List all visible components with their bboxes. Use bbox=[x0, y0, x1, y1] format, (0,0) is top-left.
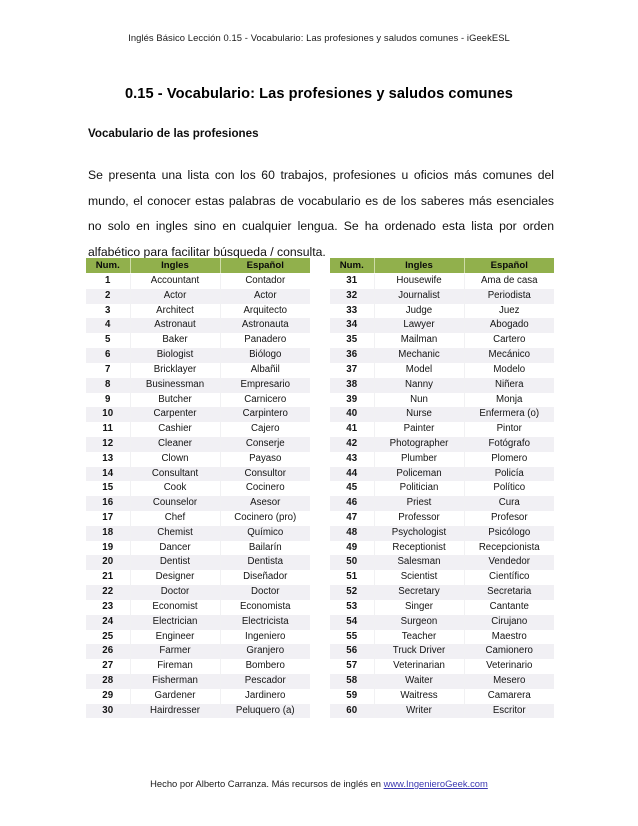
table-row bbox=[86, 452, 310, 467]
column-header-num: Num. bbox=[330, 258, 374, 274]
cell-ingles: Electrician bbox=[130, 615, 220, 630]
cell-ingles: Butcher bbox=[130, 393, 220, 408]
table-row bbox=[86, 600, 310, 615]
table-row bbox=[86, 289, 310, 304]
cell-ingles: Teacher bbox=[374, 630, 464, 645]
table-row bbox=[330, 659, 554, 674]
cell-espanol: Actor bbox=[253, 289, 277, 301]
footer-text: Hecho por Alberto Carranza. Más recursos de inglés en bbox=[150, 778, 384, 789]
cell-ingles: Nun bbox=[374, 393, 464, 408]
cell-ingles: Economist bbox=[130, 600, 220, 615]
cell-ingles: Professor bbox=[374, 511, 464, 526]
table-row bbox=[330, 393, 554, 408]
cell-ingles: Accountant bbox=[130, 274, 220, 289]
cell-espanol: Bombero bbox=[245, 660, 285, 672]
cell-espanol: Plomero bbox=[491, 452, 528, 464]
cell-espanol: Enfermera (o) bbox=[479, 408, 540, 420]
table-row bbox=[86, 674, 310, 689]
cell-espanol: Profesor bbox=[490, 512, 528, 523]
cell-espanol: Asesor bbox=[250, 497, 281, 509]
vocabulary-table-right bbox=[330, 258, 554, 718]
vocabulary-tables bbox=[86, 258, 554, 718]
cell-espanol: Niñera bbox=[494, 378, 524, 390]
cell-ingles: Truck Driver bbox=[374, 644, 464, 659]
cell-num: 21 bbox=[86, 570, 130, 585]
cell-num: 60 bbox=[330, 704, 374, 719]
cell-espanol: Arquitecto bbox=[243, 304, 288, 316]
cell-ingles: Designer bbox=[130, 570, 220, 585]
cell-num: 13 bbox=[86, 452, 130, 467]
cell-num: 41 bbox=[330, 422, 374, 437]
table-row bbox=[86, 393, 310, 408]
cell-num: 51 bbox=[330, 570, 374, 585]
table-row bbox=[86, 585, 310, 600]
table-row bbox=[330, 407, 554, 422]
cell-num: 15 bbox=[86, 481, 130, 496]
cell-num: 26 bbox=[86, 644, 130, 659]
cell-num: 16 bbox=[86, 496, 130, 511]
cell-ingles: Dentist bbox=[130, 555, 220, 570]
cell-espanol: Astronauta bbox=[241, 319, 289, 331]
table-row bbox=[86, 555, 310, 570]
cell-num: 56 bbox=[330, 644, 374, 659]
cell-num: 34 bbox=[330, 318, 374, 333]
cell-num: 37 bbox=[330, 363, 374, 378]
table-row bbox=[86, 630, 310, 645]
table-row bbox=[86, 333, 310, 348]
table-row bbox=[86, 541, 310, 556]
table-row bbox=[86, 348, 310, 363]
cell-ingles: Bricklayer bbox=[130, 363, 220, 378]
cell-num: 57 bbox=[330, 659, 374, 674]
cell-espanol: Camarera bbox=[487, 689, 531, 701]
table-row bbox=[330, 674, 554, 689]
cell-num: 30 bbox=[86, 704, 130, 719]
cell-num: 1 bbox=[86, 274, 130, 289]
column-header-espanol: Español bbox=[464, 258, 554, 274]
cell-espanol: Mecánico bbox=[488, 349, 530, 361]
table-header-row bbox=[330, 258, 554, 274]
cell-ingles: Model bbox=[374, 363, 464, 378]
cell-ingles: Biologist bbox=[130, 348, 220, 363]
cell-espanol: Cocinero (pro) bbox=[234, 512, 297, 523]
cell-ingles: Singer bbox=[374, 600, 464, 615]
cell-espanol: Veterinario bbox=[486, 660, 533, 672]
cell-ingles: Painter bbox=[374, 422, 464, 437]
cell-espanol: Fotógrafo bbox=[488, 437, 530, 449]
cell-num: 4 bbox=[86, 318, 130, 333]
cell-ingles: Salesman bbox=[374, 555, 464, 570]
cell-espanol: Periodista bbox=[487, 289, 531, 301]
table-body-right bbox=[330, 274, 554, 719]
table-row bbox=[330, 526, 554, 541]
cell-num: 59 bbox=[330, 689, 374, 704]
cell-espanol: Empresario bbox=[240, 378, 291, 390]
cell-num: 35 bbox=[330, 333, 374, 348]
vocabulary-table-left bbox=[86, 258, 310, 718]
cell-espanol: Pescador bbox=[244, 674, 286, 686]
table-row bbox=[330, 644, 554, 659]
cell-espanol: Consultor bbox=[244, 467, 286, 479]
cell-ingles: Doctor bbox=[130, 585, 220, 600]
cell-num: 10 bbox=[86, 407, 130, 422]
table-body-left bbox=[86, 274, 310, 719]
cell-espanol: Cura bbox=[498, 497, 520, 509]
column-header-espanol: Español bbox=[220, 258, 310, 274]
running-header: Inglés Básico Lección 0.15 - Vocabulario: Las profesiones y saludos comunes - iGeekESL bbox=[128, 32, 510, 43]
table-row bbox=[330, 333, 554, 348]
cell-num: 58 bbox=[330, 674, 374, 689]
content-block bbox=[88, 126, 554, 265]
cell-espanol: Modelo bbox=[493, 363, 526, 375]
table-row bbox=[330, 615, 554, 630]
cell-num: 45 bbox=[330, 481, 374, 496]
cell-espanol: Ama de casa bbox=[480, 275, 538, 286]
footer-link[interactable]: www.IngenieroGeek.com bbox=[383, 778, 488, 789]
table-row bbox=[86, 481, 310, 496]
table-row bbox=[330, 600, 554, 615]
cell-num: 54 bbox=[330, 615, 374, 630]
table-row bbox=[86, 704, 310, 719]
cell-ingles: Psychologist bbox=[374, 526, 464, 541]
table-row bbox=[330, 318, 554, 333]
cell-num: 28 bbox=[86, 674, 130, 689]
cell-espanol: Biólogo bbox=[249, 349, 282, 361]
cell-espanol: Cartero bbox=[493, 334, 526, 346]
cell-espanol: Albañil bbox=[250, 363, 280, 375]
cell-espanol: Payaso bbox=[249, 452, 282, 464]
cell-num: 36 bbox=[330, 348, 374, 363]
table-row bbox=[330, 274, 554, 289]
column-header-num: Num. bbox=[86, 258, 130, 274]
cell-num: 17 bbox=[86, 511, 130, 526]
cell-espanol: Doctor bbox=[250, 586, 280, 598]
cell-ingles: Priest bbox=[374, 496, 464, 511]
cell-ingles: Businessman bbox=[130, 378, 220, 393]
table-row bbox=[330, 689, 554, 704]
cell-ingles: Fireman bbox=[130, 659, 220, 674]
cell-espanol: Peluquero (a) bbox=[235, 704, 295, 716]
table-row bbox=[330, 304, 554, 319]
table-row bbox=[330, 630, 554, 645]
cell-ingles: Hairdresser bbox=[130, 704, 220, 719]
cell-ingles: Cleaner bbox=[130, 437, 220, 452]
cell-espanol: Policía bbox=[494, 467, 524, 479]
cell-ingles: Chemist bbox=[130, 526, 220, 541]
cell-num: 48 bbox=[330, 526, 374, 541]
cell-espanol: Bailarín bbox=[248, 541, 282, 553]
table-row bbox=[86, 318, 310, 333]
cell-ingles: Nurse bbox=[374, 407, 464, 422]
cell-ingles: Policeman bbox=[374, 467, 464, 482]
cell-ingles: Engineer bbox=[130, 630, 220, 645]
cell-num: 25 bbox=[86, 630, 130, 645]
cell-num: 18 bbox=[86, 526, 130, 541]
table-row bbox=[86, 467, 310, 482]
cell-espanol: Abogado bbox=[489, 319, 529, 331]
cell-ingles: Actor bbox=[130, 289, 220, 304]
table-row bbox=[330, 437, 554, 452]
cell-ingles: Clown bbox=[130, 452, 220, 467]
cell-ingles: Fisherman bbox=[130, 674, 220, 689]
column-header-ingles: Ingles bbox=[130, 258, 220, 274]
table-row bbox=[330, 378, 554, 393]
cell-num: 2 bbox=[86, 289, 130, 304]
cell-ingles: Journalist bbox=[374, 289, 464, 304]
cell-ingles: Waitress bbox=[374, 689, 464, 704]
cell-ingles: Consultant bbox=[130, 467, 220, 482]
cell-espanol: Científico bbox=[489, 571, 530, 583]
cell-ingles: Photographer bbox=[374, 437, 464, 452]
cell-ingles: Counselor bbox=[130, 496, 220, 511]
table-row bbox=[86, 274, 310, 289]
cell-num: 39 bbox=[330, 393, 374, 408]
table-row bbox=[330, 467, 554, 482]
cell-espanol: Electricista bbox=[241, 615, 289, 627]
table-row bbox=[330, 555, 554, 570]
page-title: 0.15 - Vocabulario: Las profesiones y saludos comunes bbox=[124, 85, 514, 102]
cell-ingles: Writer bbox=[374, 704, 464, 719]
cell-ingles: Baker bbox=[130, 333, 220, 348]
cell-num: 9 bbox=[86, 393, 130, 408]
cell-num: 42 bbox=[330, 437, 374, 452]
cell-espanol: Carnicero bbox=[244, 393, 287, 405]
cell-num: 47 bbox=[330, 511, 374, 526]
cell-num: 12 bbox=[86, 437, 130, 452]
table-row bbox=[86, 407, 310, 422]
cell-ingles: Housewife bbox=[374, 274, 464, 289]
cell-num: 19 bbox=[86, 541, 130, 556]
cell-ingles: Carpenter bbox=[130, 407, 220, 422]
cell-ingles: Judge bbox=[374, 304, 464, 319]
table-row bbox=[330, 570, 554, 585]
cell-espanol: Cajero bbox=[250, 423, 280, 435]
cell-num: 24 bbox=[86, 615, 130, 630]
cell-num: 49 bbox=[330, 541, 374, 556]
cell-num: 33 bbox=[330, 304, 374, 319]
cell-espanol: Químico bbox=[247, 526, 284, 538]
cell-num: 5 bbox=[86, 333, 130, 348]
cell-ingles: Dancer bbox=[130, 541, 220, 556]
cell-espanol: Cirujano bbox=[491, 615, 528, 627]
cell-espanol: Camionero bbox=[485, 645, 533, 657]
cell-ingles: Cashier bbox=[130, 422, 220, 437]
table-row bbox=[330, 452, 554, 467]
cell-num: 22 bbox=[86, 585, 130, 600]
cell-espanol: Político bbox=[493, 482, 526, 494]
cell-ingles: Politician bbox=[374, 481, 464, 496]
table-row bbox=[330, 289, 554, 304]
intro-paragraph: Se presenta una lista con los 60 trabajos, profesiones u oficios más comunes del mundo, el conocer estas palabras de vocabulario es de los saberes más esenciales no solo en ingles sino en cualquier lengua. Se ha ordenado esta lista por orden alfabético para facilitar búsqueda / consulta. bbox=[88, 168, 554, 259]
cell-ingles: Lawyer bbox=[374, 318, 464, 333]
cell-num: 31 bbox=[330, 274, 374, 289]
cell-espanol: Cantante bbox=[489, 600, 529, 612]
table-header-row bbox=[86, 258, 310, 274]
cell-espanol: Pintor bbox=[496, 423, 522, 435]
cell-espanol: Diseñador bbox=[243, 571, 288, 583]
cell-num: 7 bbox=[86, 363, 130, 378]
table-row bbox=[86, 378, 310, 393]
cell-num: 8 bbox=[86, 378, 130, 393]
cell-espanol: Ingeniero bbox=[245, 630, 286, 642]
cell-num: 52 bbox=[330, 585, 374, 600]
table-row bbox=[330, 481, 554, 496]
cell-num: 50 bbox=[330, 555, 374, 570]
table-row bbox=[330, 348, 554, 363]
cell-ingles: Scientist bbox=[374, 570, 464, 585]
cell-ingles: Farmer bbox=[130, 644, 220, 659]
cell-espanol: Juez bbox=[499, 304, 520, 316]
cell-num: 20 bbox=[86, 555, 130, 570]
cell-ingles: Veterinarian bbox=[374, 659, 464, 674]
cell-ingles: Mechanic bbox=[374, 348, 464, 363]
cell-ingles: Surgeon bbox=[374, 615, 464, 630]
cell-espanol: Recepcionista bbox=[478, 541, 540, 553]
cell-num: 27 bbox=[86, 659, 130, 674]
cell-num: 3 bbox=[86, 304, 130, 319]
table-row bbox=[86, 615, 310, 630]
cell-num: 38 bbox=[330, 378, 374, 393]
table-row bbox=[330, 511, 554, 526]
table-row bbox=[330, 422, 554, 437]
cell-ingles: Nanny bbox=[374, 378, 464, 393]
cell-espanol: Monja bbox=[496, 393, 523, 405]
cell-espanol: Vendedor bbox=[488, 556, 530, 568]
cell-ingles: Plumber bbox=[374, 452, 464, 467]
cell-espanol: Cocinero bbox=[245, 482, 285, 494]
table-row bbox=[86, 496, 310, 511]
table-row bbox=[330, 363, 554, 378]
cell-ingles: Mailman bbox=[374, 333, 464, 348]
cell-espanol: Mesero bbox=[493, 674, 526, 686]
cell-ingles: Cook bbox=[130, 481, 220, 496]
cell-ingles: Gardener bbox=[130, 689, 220, 704]
cell-num: 44 bbox=[330, 467, 374, 482]
section-subheading: Vocabulario de las profesiones bbox=[88, 127, 259, 140]
cell-espanol: Dentista bbox=[247, 556, 284, 568]
cell-ingles: Architect bbox=[130, 304, 220, 319]
cell-num: 29 bbox=[86, 689, 130, 704]
table-row bbox=[86, 526, 310, 541]
cell-espanol: Jardinero bbox=[245, 689, 286, 701]
table-row bbox=[86, 511, 310, 526]
cell-num: 11 bbox=[86, 422, 130, 437]
cell-espanol: Contador bbox=[245, 275, 286, 286]
cell-ingles: Receptionist bbox=[374, 541, 464, 556]
table-row bbox=[86, 437, 310, 452]
cell-num: 43 bbox=[330, 452, 374, 467]
cell-num: 6 bbox=[86, 348, 130, 363]
cell-num: 32 bbox=[330, 289, 374, 304]
cell-num: 40 bbox=[330, 407, 374, 422]
cell-ingles: Chef bbox=[130, 511, 220, 526]
cell-num: 46 bbox=[330, 496, 374, 511]
cell-num: 55 bbox=[330, 630, 374, 645]
cell-espanol: Maestro bbox=[491, 630, 527, 642]
cell-espanol: Escritor bbox=[492, 704, 526, 716]
table-row bbox=[86, 422, 310, 437]
column-header-ingles: Ingles bbox=[374, 258, 464, 274]
page-footer bbox=[0, 777, 638, 791]
table-row bbox=[86, 659, 310, 674]
cell-espanol: Panadero bbox=[244, 334, 287, 346]
table-row bbox=[86, 363, 310, 378]
table-row bbox=[86, 570, 310, 585]
cell-ingles: Secretary bbox=[374, 585, 464, 600]
cell-num: 14 bbox=[86, 467, 130, 482]
cell-espanol: Psicólogo bbox=[488, 526, 531, 538]
cell-num: 53 bbox=[330, 600, 374, 615]
cell-ingles: Waiter bbox=[374, 674, 464, 689]
cell-ingles: Astronaut bbox=[130, 318, 220, 333]
table-row bbox=[330, 585, 554, 600]
table-row bbox=[86, 689, 310, 704]
table-row bbox=[86, 644, 310, 659]
table-row bbox=[330, 541, 554, 556]
cell-espanol: Conserje bbox=[245, 437, 285, 449]
cell-espanol: Granjero bbox=[246, 645, 285, 657]
table-row bbox=[86, 304, 310, 319]
cell-num: 23 bbox=[86, 600, 130, 615]
cell-espanol: Carpintero bbox=[242, 408, 288, 420]
table-row bbox=[330, 496, 554, 511]
table-row bbox=[330, 704, 554, 719]
cell-espanol: Secretaria bbox=[487, 586, 532, 598]
cell-espanol: Economista bbox=[239, 600, 291, 612]
